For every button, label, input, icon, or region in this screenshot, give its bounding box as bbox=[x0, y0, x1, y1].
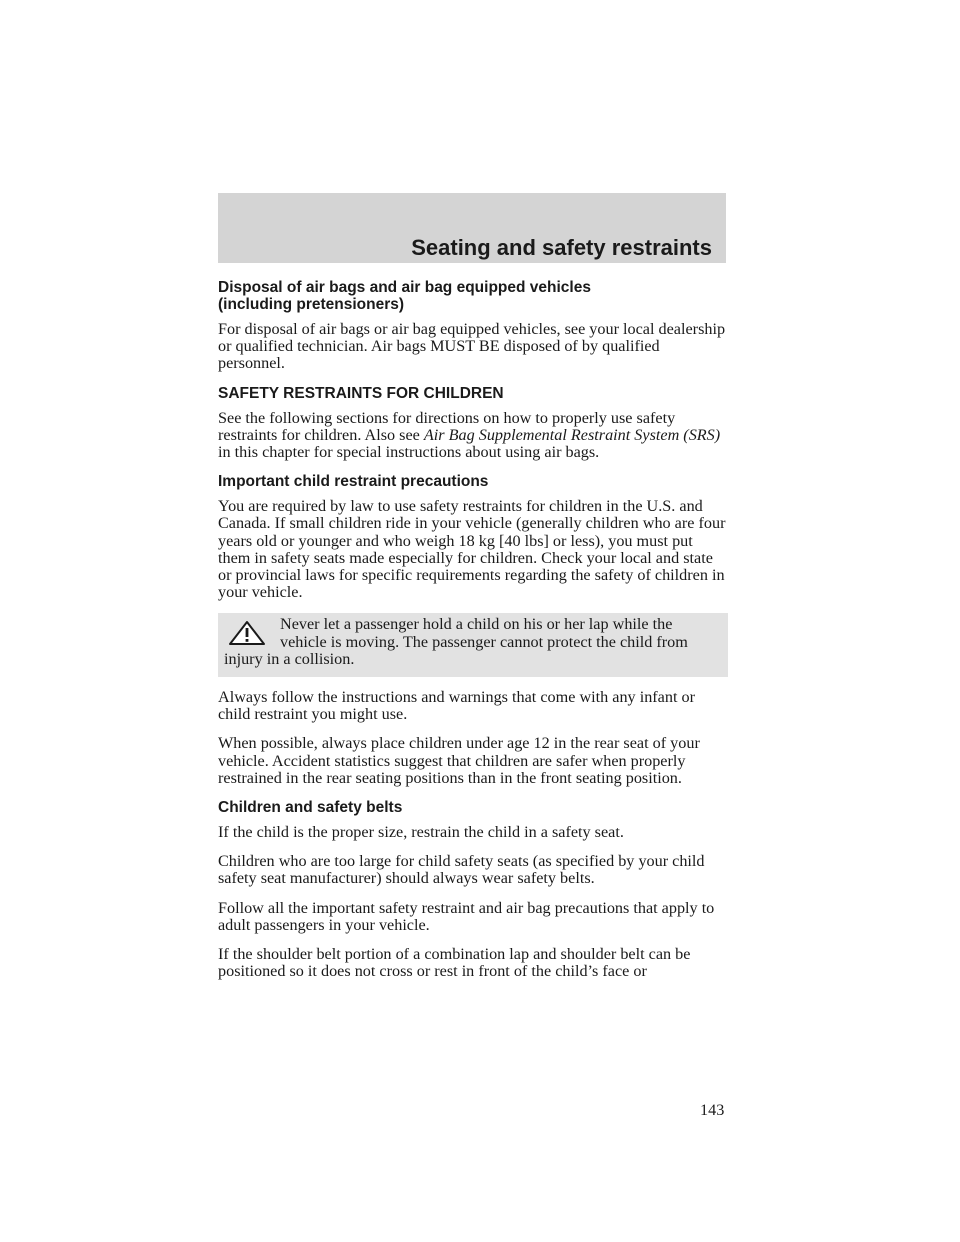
rear-seat-paragraph: When possible, always place children under age 12 in the rear seat of your vehicle. Accident statistics suggest that children are safer when properly restrained in the rear seating positions than in the front seating position. bbox=[218, 734, 700, 787]
warning-text: Never let a passenger hold a child on his or her lap while the vehicle is moving. The passenger cannot protect the child from injury in a collision. bbox=[224, 615, 688, 668]
belts-paragraph-4: If the shoulder belt portion of a combination lap and shoulder belt can be positioned so it does not cross or rest in front of the child’s face or bbox=[218, 945, 691, 981]
belts-heading: Children and safety belts bbox=[218, 799, 403, 817]
disposal-heading: Disposal of air bags and air bag equipped vehicles (including pretensioners) bbox=[218, 279, 591, 313]
children-intro-text-2: in this chapter for special instructions about using air bags. bbox=[218, 443, 600, 462]
page-number: 143 bbox=[700, 1101, 725, 1119]
section-header-band bbox=[218, 193, 726, 263]
follow-instructions-paragraph: Always follow the instructions and warnings that come with any infant or child restraint you might use. bbox=[218, 688, 695, 724]
section-title: Seating and safety restraints bbox=[411, 235, 712, 260]
children-heading: SAFETY RESTRAINTS FOR CHILDREN bbox=[218, 384, 504, 402]
precautions-paragraph: You are required by law to use safety restraints for children in the U.S. and Canada. If small children ride in your vehicle (generally children who are four years old or younger and who weigh 18 kg [40 lbs] or less), you must put them in safety seats made especially for children. Check your local and state or provincial laws for specific requirements regarding the safety of children in your vehicle. bbox=[218, 497, 726, 602]
belts-paragraph-1: If the child is the proper size, restrain the child in a safety seat. bbox=[218, 823, 624, 842]
children-intro-text-1: See the following sections for directions on how to properly use safety restraints for children. Also see bbox=[218, 408, 676, 444]
children-intro-paragraph bbox=[218, 410, 728, 462]
warning-box bbox=[218, 613, 728, 677]
page-content bbox=[218, 279, 728, 992]
warning-triangle-icon bbox=[228, 620, 266, 646]
disposal-paragraph: For disposal of air bags or air bag equipped vehicles, see your local dealership or qualified technician. Air bags MUST BE disposed of by qualified personnel. bbox=[218, 320, 726, 373]
belts-paragraph-3: Follow all the important safety restraint and air bag precautions that apply to adult passengers in your vehicle. bbox=[218, 898, 715, 934]
srs-reference: Air Bag Supplemental Restraint System (SRS) bbox=[423, 425, 721, 444]
belts-paragraph-2: Children who are too large for child safety seats (as specified by your child safety seat manufacturer) should always wear safety belts. bbox=[218, 852, 705, 888]
precautions-heading: Important child restraint precautions bbox=[218, 473, 489, 491]
